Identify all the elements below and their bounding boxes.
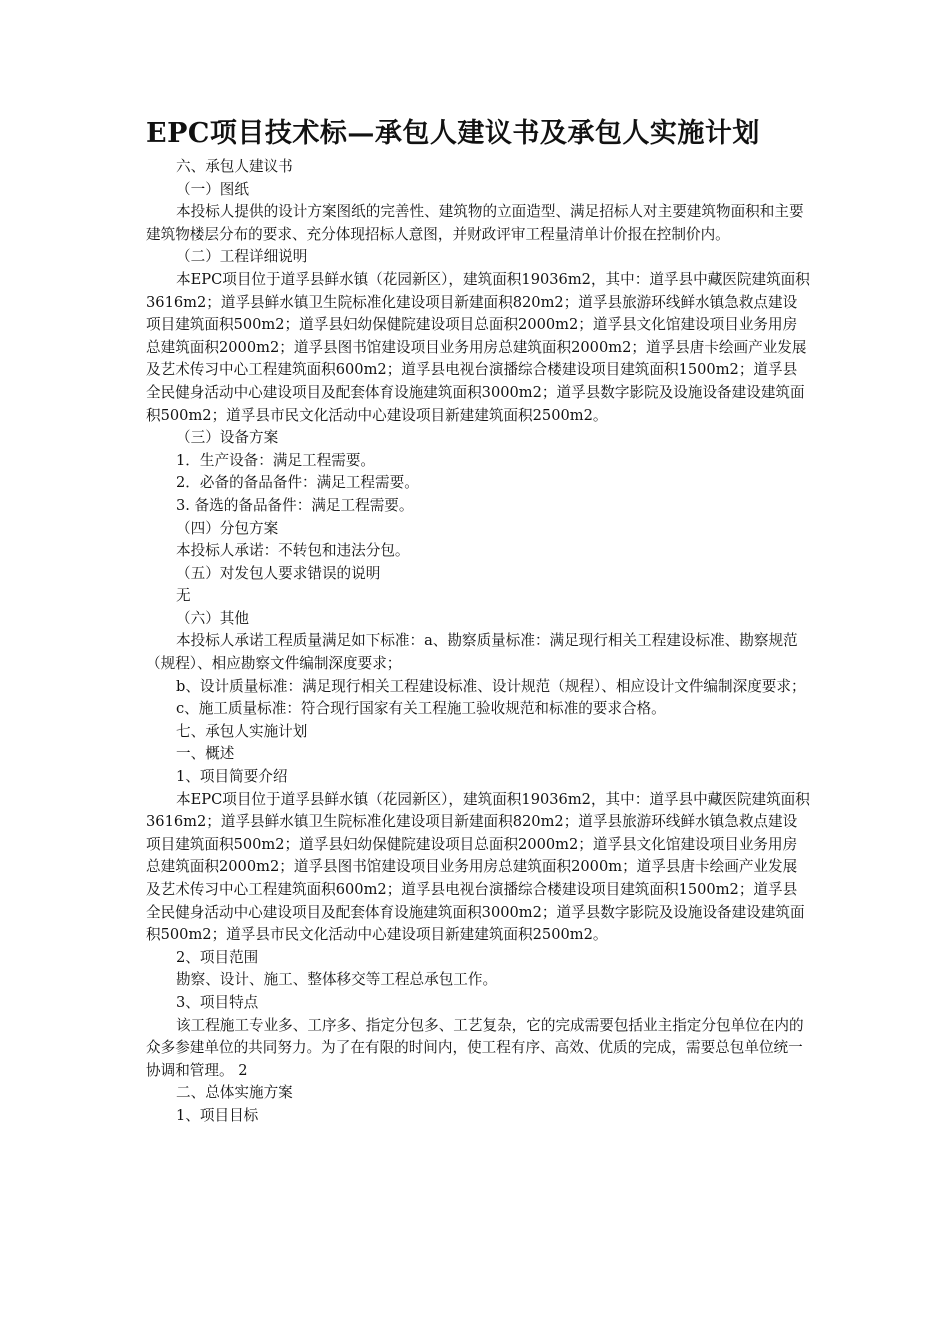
paragraph: 勘察、设计、施工、整体移交等工程总承包工作。 [176, 971, 498, 989]
document-body [146, 156, 810, 1128]
list-item: 2．必备的备品备件：满足工程需要。 [176, 474, 419, 492]
paragraph: 无 [176, 587, 191, 605]
list-item: 3. 备选的备品备件：满足工程需要。 [176, 496, 414, 514]
subsection-heading: （四）分包方案 [176, 519, 279, 537]
subsection-heading: 一、概述 [176, 745, 235, 763]
subsection-heading: 1、项目目标 [176, 1106, 259, 1124]
paragraph: 本投标人提供的设计方案图纸的完善性、建筑物的立面造型、满足招标人对主要建筑物面积和主要建筑物楼层分布的要求、充分体现招标人意图，并财政评审工程量清单计价报在控制价内。 [146, 203, 804, 243]
subsection-heading: （一）图纸 [176, 180, 249, 198]
document-title: EPC项目技术标—承包人建议书及承包人实施计划 [146, 118, 760, 149]
subsection-heading: 1、项目简要介绍 [176, 768, 288, 786]
section-heading: 六、承包人建议书 [176, 158, 293, 175]
subsection-heading: 2、项目范围 [176, 948, 259, 966]
subsection-heading: 3、项目特点 [176, 993, 259, 1011]
paragraph: b、设计质量标准：满足现行相关工程建设标准、设计规范（规程）、相应设计文件编制深度要求； [176, 677, 806, 695]
list-item: 1．生产设备：满足工程需要。 [176, 451, 376, 469]
paragraph: 该工程施工专业多、工序多、指定分包多、工艺复杂，它的完成需要包括业主指定分包单位在内的众多参建单位的共同努力。为了在有限的时间内，使工程有序、高效、优质的完成，需要总包单位统一协调和管理。 2 [146, 1016, 804, 1079]
paragraph: c、施工质量标准：符合现行国家有关工程施工验收规范和标准的要求合格。 [176, 700, 666, 718]
subsection-heading: （五）对发包人要求错误的说明 [176, 564, 381, 582]
subsection-heading: （六）其他 [176, 609, 249, 627]
section-heading: 七、承包人实施计划 [176, 722, 308, 740]
subsection-heading: （二）工程详细说明 [176, 248, 308, 266]
paragraph: 本投标人承诺：不转包和违法分包。 [176, 542, 410, 560]
paragraph: 本投标人承诺工程质量满足如下标准：a、勘察质量标准：满足现行相关工程建设标准、勘察规范（规程）、相应勘察文件编制深度要求； [146, 632, 798, 673]
paragraph: 本EPC项目位于道孚县鲜水镇（花园新区），建筑面积19036m2，其中：道孚县中藏医院建筑面积3616m2；道孚县鲜水镇卫生院标准化建设项目新建面积820m2；道孚县旅游环线鲜水镇急救点建设项目建筑面积500m2；道孚县妇幼保健院建设项目总面积2000m2；道孚县文化馆建设项目业务用房总建筑面积2000m2；道孚县图书馆建设项目业务用房总建筑面积2000m2；道孚县唐卡绘画产业发展及艺术传习中心工程建筑面积600m2；道孚县电视台演播综合楼建设项目建筑面积1500m2；道孚县全民健身活动中心建设项目及配套体育设施建筑面积3000m2；道孚县数字影院及设施设备建设建筑面积500m2；道孚县市民文化活动中心建设项目新建建筑面积2500m2。 [146, 270, 810, 424]
section-heading: 二、总体实施方案 [176, 1084, 293, 1102]
paragraph: 本EPC项目位于道孚县鲜水镇（花园新区），建筑面积19036m2，其中：道孚县中藏医院建筑面积3616m2；道孚县鲜水镇卫生院标准化建设项目新建面积820m2；道孚县旅游环线鲜水镇急救点建设项目建筑面积500m2；道孚县妇幼保健院建设项目总面积2000m2；道孚县文化馆建设项目业务用房总建筑面积2000m2；道孚县图书馆建设项目业务用房总建筑面积2000m；道孚县唐卡绘画产业发展及艺术传习中心工程建筑面积600m2；道孚县电视台演播综合楼建设项目建筑面积1500m2；道孚县全民健身活动中心建设项目及配套体育设施建筑面积3000m2；道孚县数字影院及设施设备建设建筑面积500m2；道孚县市民文化活动中心建设项目新建建筑面积2500m2。 [146, 790, 810, 944]
subsection-heading: （三）设备方案 [176, 429, 279, 447]
